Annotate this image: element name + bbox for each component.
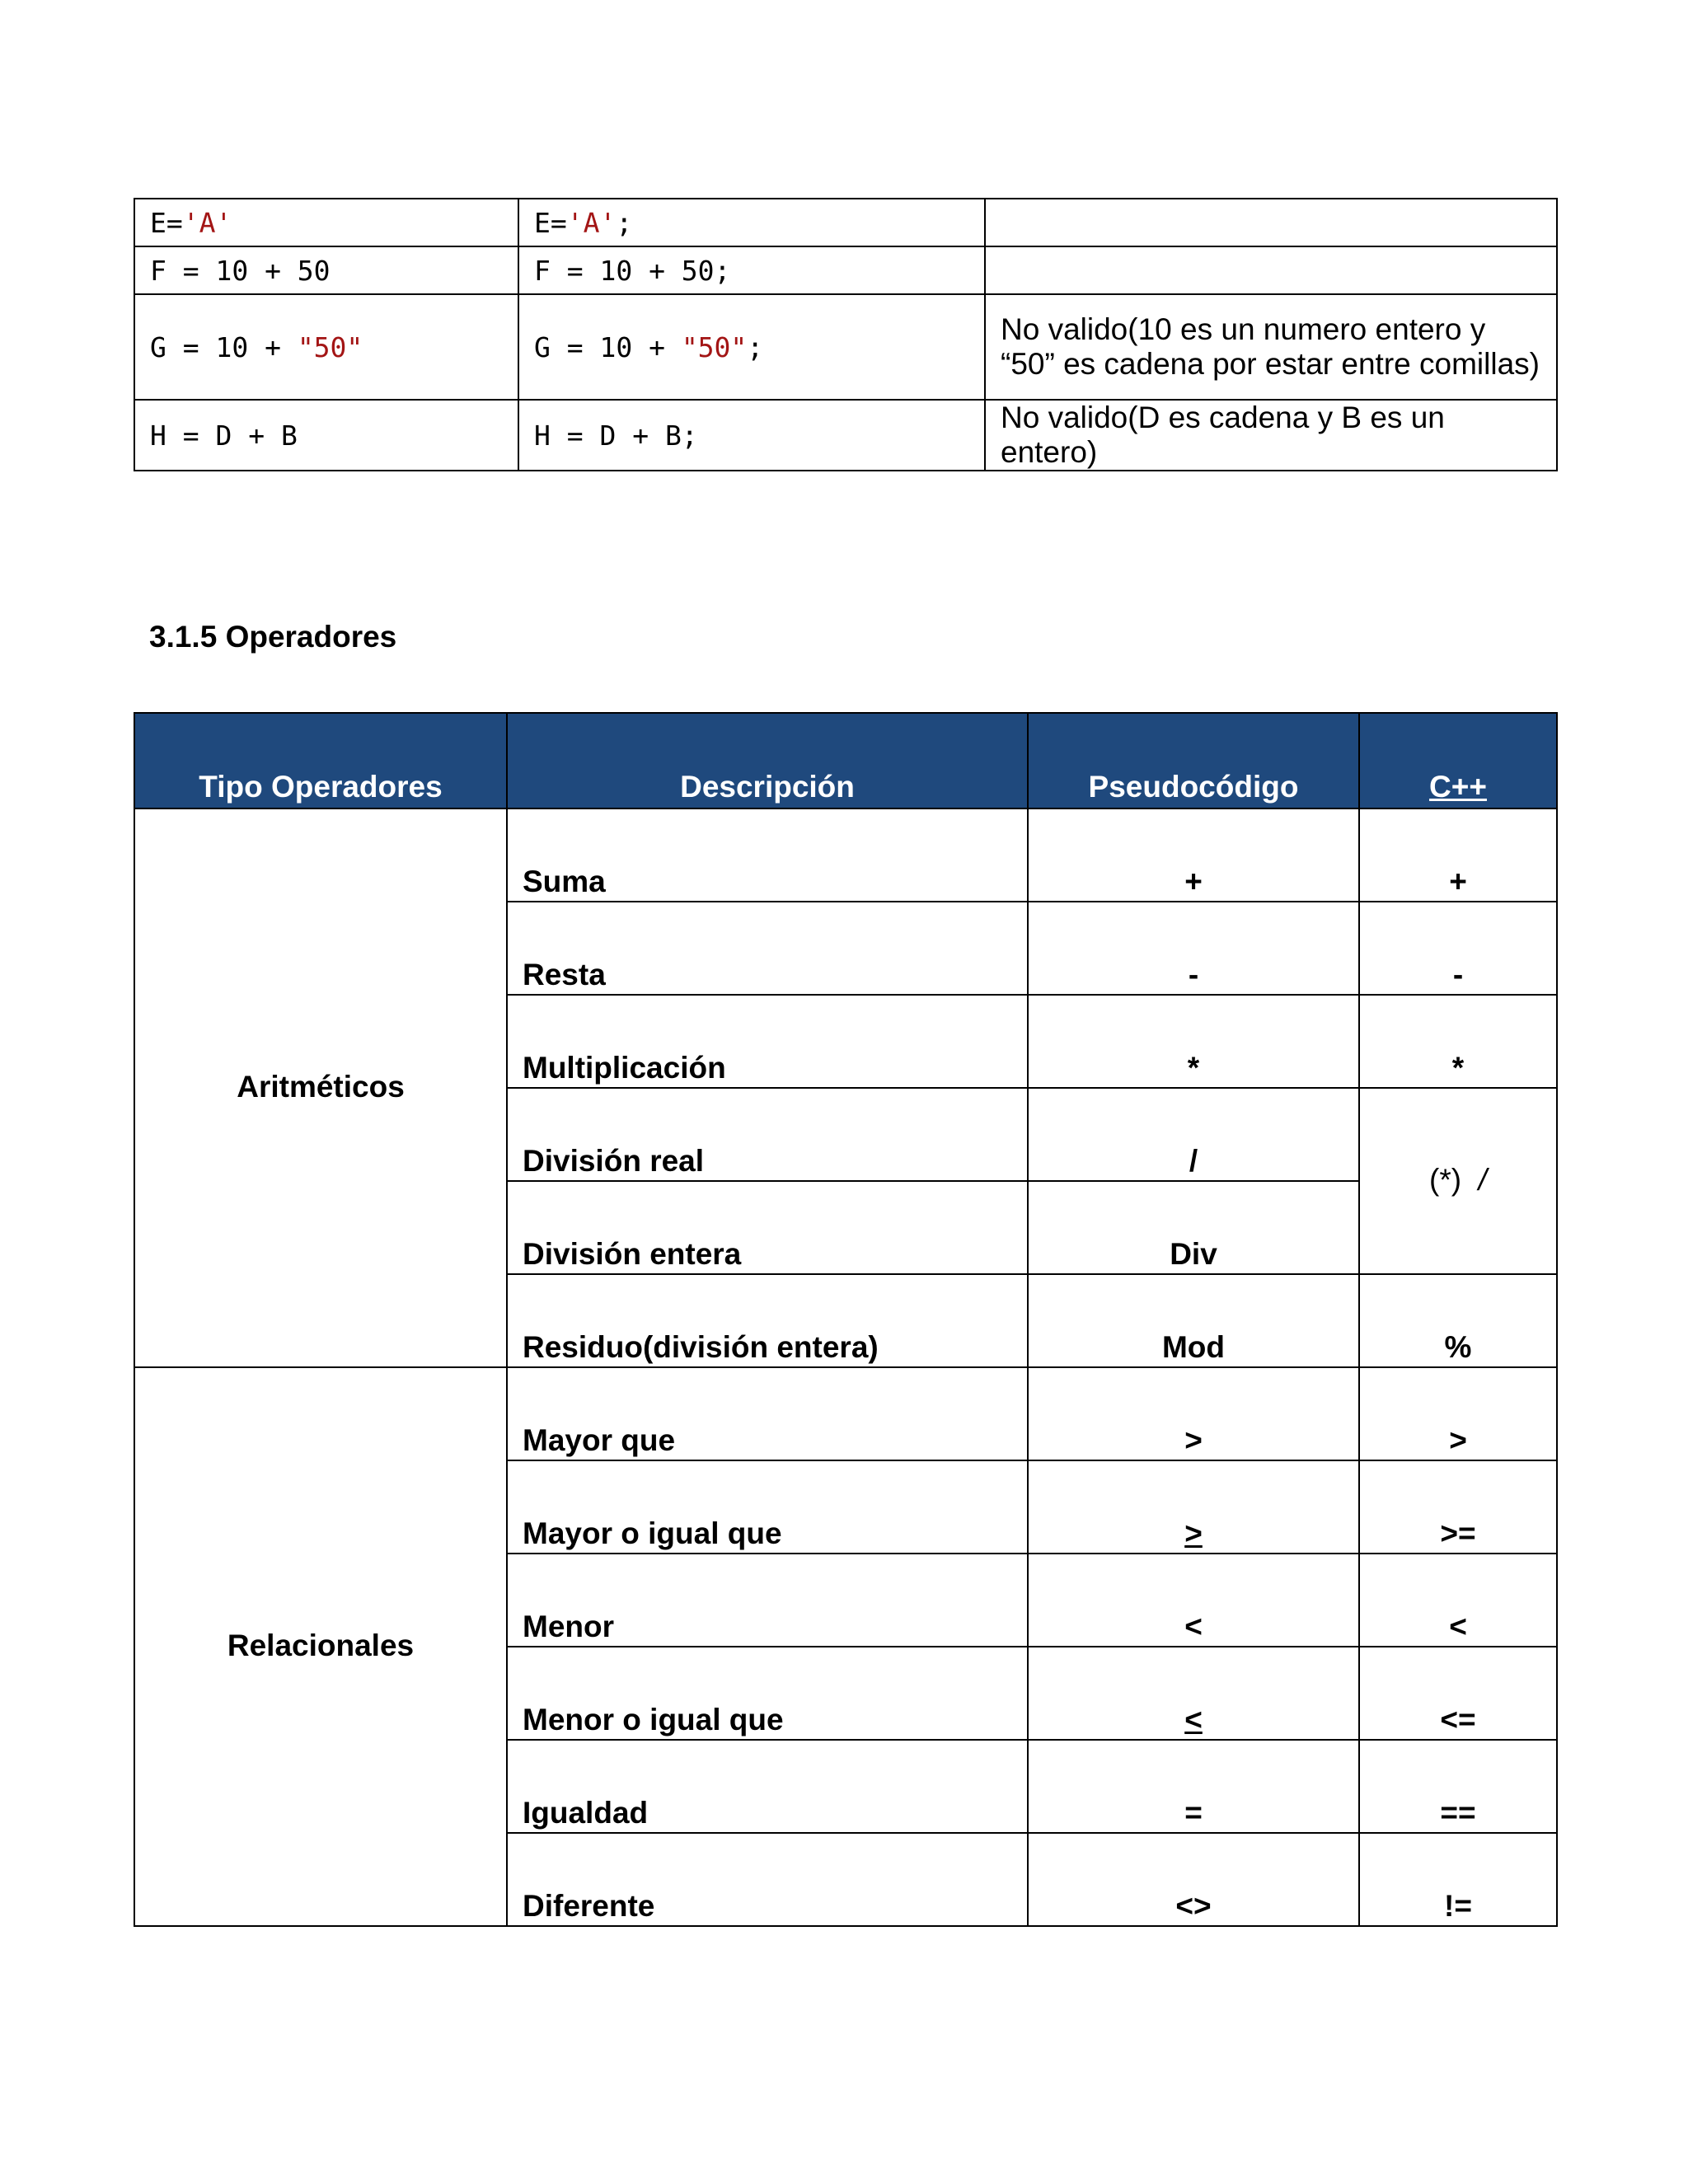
cpp-cell: F = 10 + 50; <box>518 246 985 294</box>
table-row <box>134 294 1557 400</box>
table-row <box>134 400 1557 471</box>
op-pseudocode: = <box>1028 1740 1359 1833</box>
table-header-row <box>134 713 1557 808</box>
op-pseudocode: < <box>1028 1647 1359 1740</box>
cpp-cell: G = 10 + "50"; <box>518 294 985 400</box>
division-note-marker: (*) <box>1429 1163 1462 1197</box>
op-pseudocode: < <box>1028 1554 1359 1647</box>
op-pseudocode: * <box>1028 995 1359 1088</box>
operators-table <box>134 712 1558 1927</box>
cpp-cell: H = D + B; <box>518 400 985 471</box>
op-description: Multiplicación <box>507 995 1028 1088</box>
op-pseudocode: > <box>1028 1367 1359 1460</box>
table-row <box>134 1367 1557 1460</box>
header-cpp: C++ <box>1359 713 1557 808</box>
table-row <box>134 199 1557 246</box>
op-description: Igualdad <box>507 1740 1028 1833</box>
note-cell: No valido(D es cadena y B es un entero) <box>985 400 1557 471</box>
code-comparison-table <box>134 198 1558 471</box>
group-arithmetic: Aritméticos <box>134 808 507 1367</box>
note-cell <box>985 246 1557 294</box>
table-row <box>134 808 1557 902</box>
op-pseudocode: + <box>1028 808 1359 902</box>
pseudo-cell: E='A' <box>134 199 518 246</box>
op-pseudocode: <> <box>1028 1833 1359 1926</box>
op-description: Residuo(división entera) <box>507 1274 1028 1367</box>
op-cpp-division <box>1359 1088 1557 1274</box>
op-description: Menor <box>507 1554 1028 1647</box>
op-pseudocode: / <box>1028 1088 1359 1181</box>
op-description: Resta <box>507 902 1028 995</box>
op-pseudocode: > <box>1028 1460 1359 1554</box>
division-symbol: / <box>1478 1163 1487 1197</box>
pseudo-cell: F = 10 + 50 <box>134 246 518 294</box>
op-pseudocode: Div <box>1028 1181 1359 1274</box>
op-cpp: >= <box>1359 1460 1557 1554</box>
op-description: Diferente <box>507 1833 1028 1926</box>
op-description: División real <box>507 1088 1028 1181</box>
op-cpp: - <box>1359 902 1557 995</box>
pseudo-cell: H = D + B <box>134 400 518 471</box>
op-cpp: * <box>1359 995 1557 1088</box>
op-description: División entera <box>507 1181 1028 1274</box>
header-pseudocode: Pseudocódigo <box>1028 713 1359 808</box>
op-cpp: + <box>1359 808 1557 902</box>
header-description: Descripción <box>507 713 1028 808</box>
op-cpp: % <box>1359 1274 1557 1367</box>
table-row <box>134 246 1557 294</box>
op-pseudocode: Mod <box>1028 1274 1359 1367</box>
group-relational: Relacionales <box>134 1367 507 1926</box>
op-description: Mayor o igual que <box>507 1460 1028 1554</box>
note-cell: No valido(10 es un numero entero y “50” es cadena por estar entre comillas) <box>985 294 1557 400</box>
op-cpp: < <box>1359 1554 1557 1647</box>
note-cell <box>985 199 1557 246</box>
cpp-cell: E='A'; <box>518 199 985 246</box>
op-pseudocode: - <box>1028 902 1359 995</box>
op-description: Suma <box>507 808 1028 902</box>
op-cpp: == <box>1359 1740 1557 1833</box>
section-heading: 3.1.5 Operadores <box>149 620 397 654</box>
op-description: Mayor que <box>507 1367 1028 1460</box>
pseudo-cell: G = 10 + "50" <box>134 294 518 400</box>
op-description: Menor o igual que <box>507 1647 1028 1740</box>
op-cpp: > <box>1359 1367 1557 1460</box>
op-cpp: != <box>1359 1833 1557 1926</box>
op-cpp: <= <box>1359 1647 1557 1740</box>
header-type: Tipo Operadores <box>134 713 507 808</box>
